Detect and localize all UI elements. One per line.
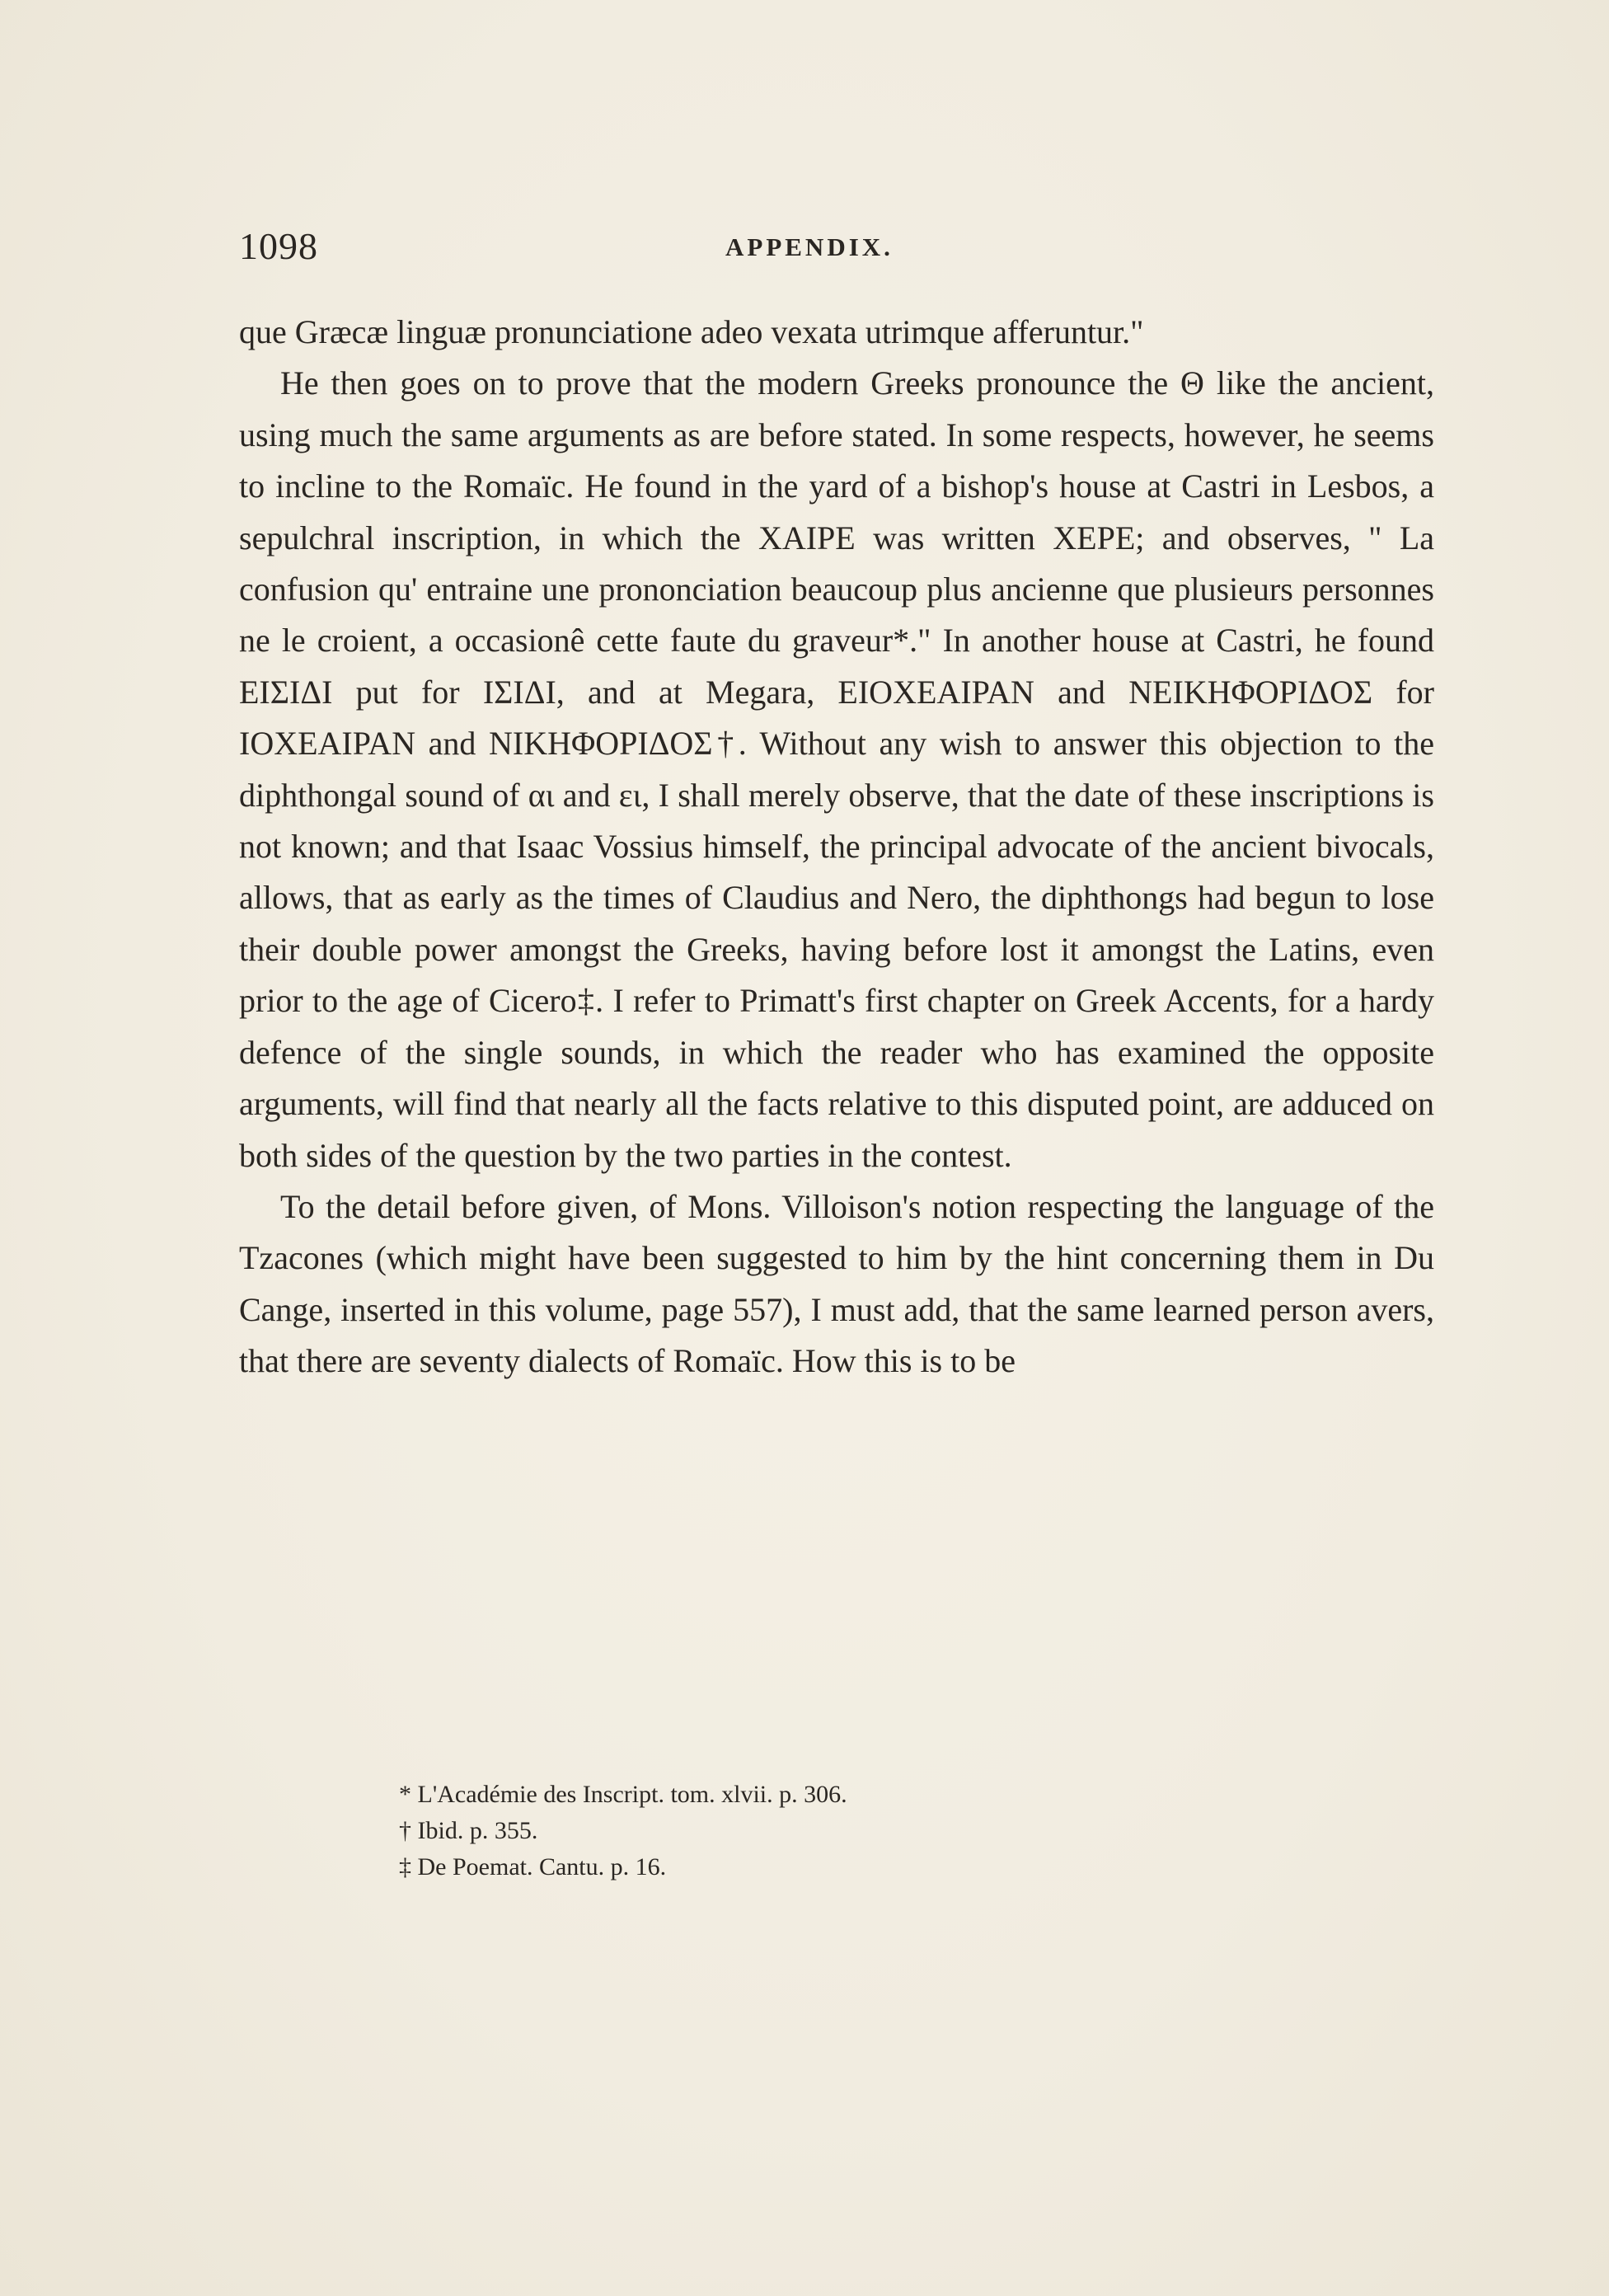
footnote-1: * L'Académie des Inscript. tom. xlvii. p. 306. — [399, 1781, 847, 1808]
paragraph-continuation: que Græcæ linguæ pronunciatione adeo vexata utrimque afferuntur." — [239, 313, 1144, 350]
footnotes — [399, 1777, 1223, 1885]
paragraph-greek-pronunciation: He then goes on to prove that the modern Greeks pronounce the Θ like the ancient, using much the same arguments as are before stated. In some respects, however, he seems to incline to the Romaïc. He found in the yard of a bishop's house at Castri in Lesbos, a sepulchral inscription, in which the XAIPE was written XEPE; and observes, " La confusion qu' entraine une prononciation beaucoup plus ancienne que plusieurs personnes ne le croient, a occasionê cette faute du graveur*." In another house at Castri, he found EIΣIΔI put for IΣIΔI, and at Megara, EIOXEAIPAN and NEIKHΦOPIΔOΣ for IOXEAIPAN and NIKHΦOPIΔOΣ†. Without any wish to answer this objection to the diphthongal sound of αι and ει, I shall merely observe, that the date of these inscriptions is not known; and that Isaac Vossius himself, the principal advocate of the ancient bivocals, allows, that as early as the times of Claudius and Nero, the diphthongs had begun to lose their double power amongst the Greeks, having before lost it amongst the Latins, even prior to the age of Cicero‡. I refer to Primatt's first chapter on Greek Accents, for a hardy defence of the single sounds, in which the reader who has examined the opposite arguments, will find that nearly all the facts relative to this disputed point, are adduced on both sides of the question by the two parties in the contest. — [239, 364, 1434, 1174]
page-number: 1098 — [239, 225, 318, 267]
running-head: APPENDIX. — [725, 232, 894, 261]
footnote-3: ‡ De Poemat. Cantu. p. 16. — [399, 1853, 667, 1880]
footnote-2: † Ibid. p. 355. — [399, 1817, 538, 1844]
paragraph-tzacones: To the detail before given, of Mons. Villoison's notion respecting the language of the Tzacones (which might have been suggested to him by the hint concerning them in Du Cange, inserted in this volume, page 557), I must add, that the same learned person avers, that there are seventy dialects of Romaïc. How this is to be — [239, 1187, 1434, 1380]
page-header — [239, 224, 1434, 274]
body-text — [239, 307, 1434, 1387]
